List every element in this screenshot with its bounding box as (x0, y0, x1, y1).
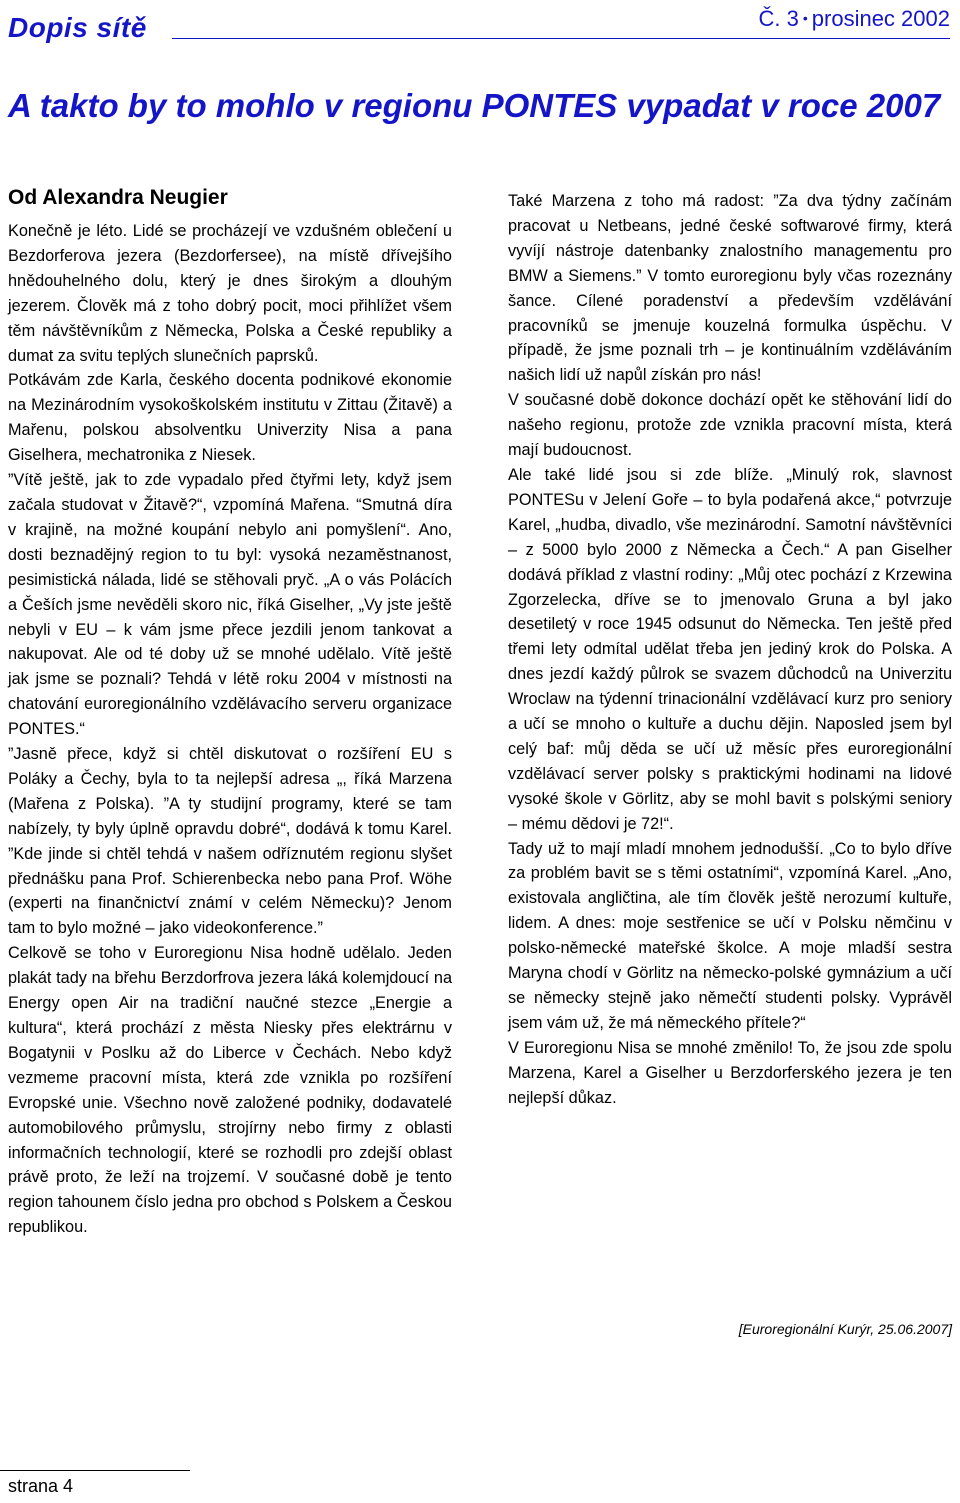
paragraph: ”Jasně přece, když si chtěl diskutovat o rozšíření EU s Poláky a Čechy, byla to ta nejlepší adresa „, říká Marzena (Mařena z Polska). ”A ty studijní programy, které se tam nabízely, ty byly úplně opravdu dobré“, dodává k tomu Karel. ”Kde jinde si chtěl tehdá v našem odříznutém regionu slyšet přednášku pana Prof. Schierenbecka nebo pana Prof. Wöhe (experti na finančnictví známí v celém Německu)? Jenom tam to bylo možné – jako videokonference.” (8, 745, 452, 938)
issue-number: Č. 3 (758, 6, 799, 31)
paragraph: Konečně je léto. Lidé se procházejí ve vzdušném oblečení u Bezdorferova jezera (Bezdorfersee), na místě dřívejšího hnědouhelného dolu, který je dnes širokým a dlouhým jezerem. Člověk má z toho dobrý pocit, moci přihlížet všem těm návštěvníkům z Německa, Polska a České republiky a dumat za svitu teplých slunečních paprsků. (8, 222, 452, 365)
header-rule (172, 38, 950, 39)
issue-date: prosinec 2002 (811, 6, 950, 31)
paragraph: Ale také lidé jsou si zde blíže. „Minulý rok, slavnost PONTESu v Jelení Goře – to byla podařená akce,“ potvrzuje Karel, „hudba, divadlo, vše mezinárodní. Samotní návštěvníci – z 5000 bylo 2000 z Německa a Čech.“ A pan Giselher dodává příklad z vlastní rodiny: „Můj otec pochází z Krzewina Zgorzelecka, dříve se to jmenovalo Gruna a byl jako desetiletý v roce 1945 odsunut do Německa. Ten ještě před třemi lety odmítal udělat třeba jen jediný krok do Polska. A dnes jezdí každý půlrok se svazem důchodců na Univerzitu Wroclaw na týdenní trinacionální vzdělávací kurz pro seniory a učí se mnoho o kultuře a duchu dějin. Naposled jsem byl celý baf: můj děda se učí už měsíc přes euroregionální vzdělávací server polsky s praktickými hodinami na lidové vysoké škole v Görlitz, aby se mohl bavit s polskými seniory – mému dědovi je 72!“. (508, 465, 952, 833)
bullet-separator: • (802, 10, 808, 26)
page-number: strana 4 (8, 1476, 74, 1496)
article-byline: Od Alexandra Neugier (8, 186, 228, 209)
paragraph: Tady už to mají mladí mnohem jednodušší. „Co to bylo dříve za problém bavit se s těmi ostatními“, vzpomíná Karel. „Ano, existovala angličtina, ale tím člověk ještě nerozumí kultuře, lidem. A dnes: moje sestřenice se učí v Polsku němčinu v polsko-německé mateřské školce. A moje mladší sestra Maryna chodí v Görlitz na německo-polské gymnázium a učí se německy stejně jako němečtí studenti polsky. Vyprávěl jsem vám už, že má německého přítele?“ (508, 839, 952, 1032)
footer-rule (0, 1470, 190, 1471)
paragraph: ”Vítě ještě, jak to zde vypadalo před čtyřmi lety, když jsem začala studovat v Žitavě?“, vzpomíná Mařena. “Smutná díra v krajině, na možné koupání nebylo ani pomyšlení“. Ano, dosti beznadějný region to tu byl: vysoká nezaměstnanost, pesimistická nálada, lidé se stěhovali pryč. „A o vás Polácích a Češích jsme nevěděli skoro nic, říká Giselher, „Vy jste ještě nebyli v EU – k vám jsme přece jezdili jenom tankovat a nakupovat. Ale od té doby už se mnohé udělalo. Vítě ještě jak jsme se poznali? Tehdá v létě roku 2004 v místnosti na chatování euroregionálního vzdělávacího serveru organizace PONTES.“ (8, 471, 452, 739)
left-column (8, 219, 452, 1240)
newsletter-title: Dopis sítě (8, 12, 147, 43)
paragraph: Potkávám zde Karla, českého docenta podnikové ekonomie na Mezinárodním vysokoškolském institutu v Zittau (Žitavě) a Mařenu, polskou absolventku Univerzity Nisa a pana Giselhera, mechatronika z Niesek. (8, 371, 452, 465)
right-column (508, 189, 952, 1111)
paragraph: V Euroregionu Nisa se mnohé změnilo! To, že jsou zde spolu Marzena, Karel a Giselher u Berzdorferského jezera je ten nejlepší důkaz. (508, 1038, 952, 1107)
issue-info (759, 6, 950, 32)
paragraph: Celkově se toho v Euroregionu Nisa hodně udělalo. Jeden plakát tady na břehu Berzdorfrova jezera láká kolemjdoucí na Energy open Air na tradiční naučné stezce „Energie a kultura“, která prochází z města Niesky přes elektrárnu v Bogatynii v Poslku až do Liberce v Čechách. Nebo když vezmeme pracovní místa, která zde vznikla po rozšíření Evropské unie. Všechno nově založené podniky, dodavatelé automobilového průmyslu, strojírny nebo firmy z oblasti informačních technologií, které se rozhodli pro zdejší oblast právě proto, že leží na trojzemí. V současné době je tento region tahounem číslo jedna pro obchod s Polskem a Českou republikou. (8, 944, 452, 1237)
article-source: [Euroregionální Kurýr, 25.06.2007] (738, 1321, 952, 1337)
paragraph: Také Marzena z toho má radost: ”Za dva týdny začínám pracovat u Netbeans, jedné české softwarové firmy, která vyvíjí nástroje datenbanky znalostního managementu pro BMW a Siemens.” V tomto euroregionu byly včas rozeznány šance. Cílené poradenství a především vzdělávání pracovníků se jmenuje kouzelná formulka úspěchu. V případě, že jsme poznali trh – je kontinuálním vzděláváním našich lidí už napůl získán pro nás! (508, 192, 952, 385)
paragraph: V současné době dokonce dochází opět ke stěhování lidí do našeho regionu, protože zde vznikla pracovní místa, která mají budoucnost. (508, 391, 952, 460)
article-title: A takto by to mohlo v regionu PONTES vypadat v roce 2007 (8, 87, 941, 124)
